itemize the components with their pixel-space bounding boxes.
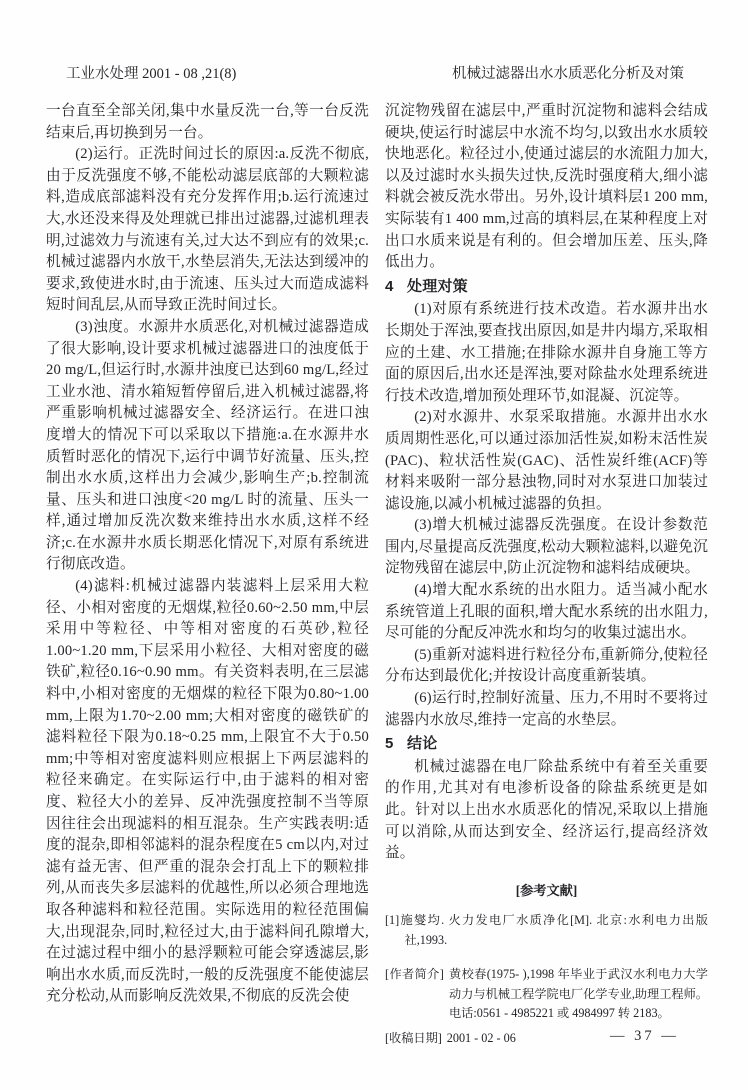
received-date-label: [收稿日期] (385, 1030, 442, 1045)
page-header (46, 64, 708, 84)
author-bio (385, 965, 708, 1024)
countermeasure-4: (4)增大配水系统的出水阻力。适当减小配水系统管道上孔眼的面积,增大配水系统的出水阻力,尽可能的分配反冲洗水和均匀的收集过滤出水。 (385, 582, 708, 642)
continued-paragraph: 沉淀物残留在滤层中,严重时沉淀物和滤料会结成硬块,使运行时滤层中水流不均匀,以致出水水质较快地恶化。粒径过小,使通过滤层的水流阻力加大,以及过滤时水头损失过快,反洗时强度稍大,细小滤料就会被反洗水带出。另外,设计填料层1 200 mm,实际装有1 400 mm,过高的填料层,在某种程度上对出口水质来说是有利的。但会增加压差、压头,降低出力。 (385, 103, 708, 271)
countermeasure-1: (1)对原有系统进行技术改造。若水源井出水长期处于浑浊,要查找出原因,如是井内塌方,采取相应的土建、水工措施;在排除水源井自身施工等方面的原因后,出水还是浑浊,要对除盐水处理系统进行技术改造,增加预处理环节,如混凝、沉淀等。 (385, 301, 708, 404)
journal-issue-info: 工业水处理 2001 - 08 ,21(8) (66, 66, 237, 82)
reference-item: [1]施燮均. 火力发电厂水质净化[M]. 北京:水利电力出版社,1993. (385, 913, 708, 947)
countermeasure-2: (2)对水源井、水泵采取措施。水源井出水水质周期性恶化,可以通过添加活性炭,如粉末活性炭(PAC)、粒状活性炭(GAC)、活性炭纤维(ACF)等材料来吸附一部分悬浊物,同时对水泵进口加装过滤设施,以减小机械过滤器的负担。 (385, 409, 708, 512)
section-number: 4 (385, 277, 394, 295)
author-bio-text: 黄校春(1975- ),1998 年毕业于武汉水利电力大学动力与机械工程学院电厂化学专业,助理工程师。电话:0561 - 4985221 或 4984997 转 2183。 (448, 967, 708, 1021)
paragraph-operation: (2)运行。正洗时间过长的原因:a.反洗不彻底,由于反洗强度不够,不能松动滤层底部的大颗粒滤料,造成底部滤料没有充分发挥作用;b.运行流速过大,水还没来得及处理就已排出过滤器,过滤机理表明,过滤效力与流速有关,过大达不到应有的效果;c.机械过滤器内水放干,水垫层消失,无法达到缓冲的要求,致使进水时,由于流速、压头过大而造成滤料短时间乱层,从而导致正洗时间过长。 (46, 146, 369, 314)
left-column (46, 101, 369, 1008)
received-date-text: 2001 - 02 - 06 (446, 1030, 516, 1045)
references-heading: [参考文献] (515, 882, 578, 898)
running-title: 机械过滤器出水水质恶化分析及对策 (452, 66, 684, 82)
section-4-heading (385, 276, 708, 298)
paragraph-filter-media: (4)滤料:机械过滤器内装滤料上层采用大粒径、小相对密度的无烟煤,粒径0.60~2.50 mm,中层采用中等粒径、中等相对密度的石英砂,粒径1.00~1.20 mm,下层采用小粒径、大相对密度的磁铁矿,粒径0.16~0.90 mm。有关资料表明,在三层滤料中,小相对密度的无烟煤的粒径下限为0.80~1.00 mm,上限为1.70~2.00 mm;大相对密度的磁铁矿的滤料粒径下限为0.18~0.25 mm,上限宜不大于0.50 mm;中等相对密度滤料则应根据上下两层滤料的粒径来确定。在实际运行中,由于滤料的相对密度、粒径大小的差异、反冲洗强度控制不当等原因往往会出现滤料的相互混杂。生产实践表明:适度的混杂,即相邻滤料的混杂程度在5 cm以内,对过滤有益无害、但严重的混杂会打乱上下的颗粒排列,从而丧失多层滤料的优越性,所以必须合理地选取各种滤料和粒径范围。实际选用的粒径范围偏大,出现混杂,同时,粒径过大,由于滤料间孔隙增大,在过滤过程中细小的悬浮颗粒可能会穿透滤层,影响出水水质,而反洗时,一般的反洗强度不能使滤层充分松动,从而影响反洗效果,不彻底的反洗会使 (46, 578, 369, 1005)
author-bio-label: [作者简介] (385, 967, 444, 982)
continued-paragraph: 一台直至全部关闭,集中水量反洗一台,等一台反洗结束后,再切换到另一台。 (46, 103, 369, 141)
section-title: 处理对策 (407, 277, 468, 295)
countermeasure-3: (3)增大机械过滤器反洗强度。在设计参数范围内,尽量提高反洗强度,松动大颗粒滤料,以避免沉淀物残留在滤层中,防止沉淀物和滤料结成硬块。 (385, 517, 708, 577)
right-column (385, 101, 708, 1048)
section-5-heading (385, 733, 708, 755)
page-footer (610, 1028, 679, 1045)
conclusion-paragraph: 机械过滤器在电厂除盐系统中有着至关重要的作用,尤其对有电渗析设备的除盐系统更是如此。针对以上出水水质恶化的情况,采取以上措施可以消除,从而达到安全、经济运行,提高经济效益。 (385, 758, 708, 862)
page-number: — 37 — (610, 1028, 679, 1044)
section-title: 结论 (407, 735, 438, 753)
countermeasure-6: (6)运行时,控制好流量、压力,不用时不要将过滤器内水放尽,维持一定高的水垫层。 (385, 690, 708, 728)
section-number: 5 (385, 735, 394, 753)
paragraph-turbidity: (3)浊度。水源井水质恶化,对机械过滤器造成了很大影响,设计要求机械过滤器进口的浊度低于20 mg/L,但运行时,水源井浊度已达到60 mg/L,经过工业水池、清水箱短暂停留后,进入机械过滤器,将严重影响机械过滤器安全、经济运行。在进口浊度增大的情况下可以采取以下措施:a.在水源井水质暂时恶化的情况下,运行中调节好流量、压头,控制出水水质,这样出力会减少,影响生产;b.控制流量、压头和进口浊度<20 mg/L 时的流量、压头一样,通过增加反洗次数来维持出水水质,这样不经济;c.在水源井水质长期恶化情况下,对原有系统进行彻底改造。 (46, 318, 369, 573)
countermeasure-5: (5)重新对滤料进行粒径分布,重新筛分,使粒径分布达到最优化;并按设计高度重新装填。 (385, 646, 708, 685)
back-matter (385, 881, 708, 1049)
